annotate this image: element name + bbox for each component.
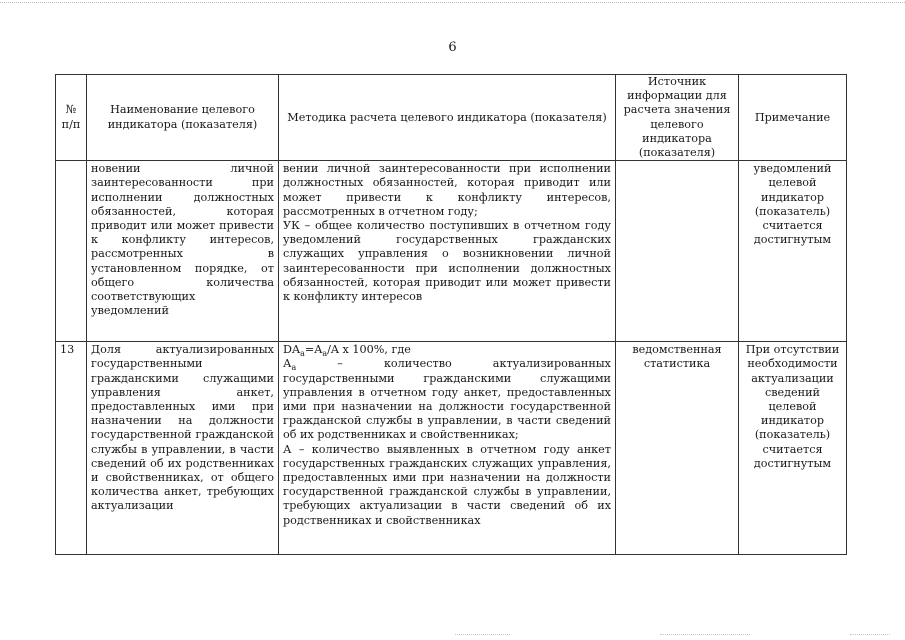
method-line: УК – общее количество поступивших в отчетном году уведомлений государственных гражданских служащих управления о возникновении личной заинтересованности при исполнении должностных обязанностей, которая приводит или может привести к конфликту интересов <box>283 219 611 304</box>
cell-information-source <box>616 161 739 342</box>
method-line: вении личной заинтересованности при исполнении должностных обязанностей, которая приводит или может привести к конфликту интересов, рассмотренных в отчетном году; <box>283 162 611 218</box>
header-calculation-method: Методика расчета целевого индикатора (показателя) <box>279 75 616 161</box>
cell-number: 13 <box>56 342 87 555</box>
table-header-row <box>56 75 847 161</box>
cell-calculation-method <box>279 161 616 342</box>
scan-bottom-edge <box>0 634 905 636</box>
method-line: $А_а$ – количество актуализированных государственными гражданскими служащими управления в отчетном году анкет, предоставленных ими при назначении на должности государственной гражданской службы в управлении, в части сведений об их родственниках и свойственниках; <box>283 357 611 442</box>
cell-note: При отсутствии необходимости актуализации сведений целевой индикатор (показатель) считается достигнутым <box>739 342 847 555</box>
header-number: № п/п <box>56 75 87 161</box>
cell-calculation-method <box>279 342 616 555</box>
header-information-source: Источник информации для расчета значения целевого индикатора (показателя) <box>616 75 739 161</box>
cell-information-source: ведомственная статистика <box>616 342 739 555</box>
scan-top-edge <box>0 2 905 4</box>
indicator-table <box>55 74 847 555</box>
formula: $DA_a=A_a/A$ x 100%, где <box>283 343 411 359</box>
cell-note: уведомлений целевой индикатор (показатель) считается достигнутым <box>739 161 847 342</box>
header-note: Примечание <box>739 75 847 161</box>
cell-indicator-name: новении личной заинтересованности при исполнении должностных обязанностей, которая приводит или может привести к конфликту интересов, рассмотренных в установленном порядке, от общего количества соответствующих уведомлений <box>87 161 279 342</box>
header-indicator-name: Наименование целевого индикатора (показателя) <box>87 75 279 161</box>
method-line: А – количество выявленных в отчетном году анкет государственных гражданских служащих управления, предоставленных ими при назначении на должности государственной гражданской службы в управлении, требующих актуализации в части сведений об их родственниках и свойственниках <box>283 442 611 527</box>
table-row-13 <box>56 342 847 555</box>
table-row-continuation <box>56 161 847 342</box>
cell-number <box>56 161 87 342</box>
page-number: 6 <box>448 40 457 55</box>
cell-indicator-name: Доля актуализированных государственными гражданскими служащими управления анкет, предоставленных ими при назначении на должности государственной гражданской службы в управлении, в части сведений об их родственниках и свойственниках, от общего количества анкет, требующих актуализации <box>87 342 279 555</box>
